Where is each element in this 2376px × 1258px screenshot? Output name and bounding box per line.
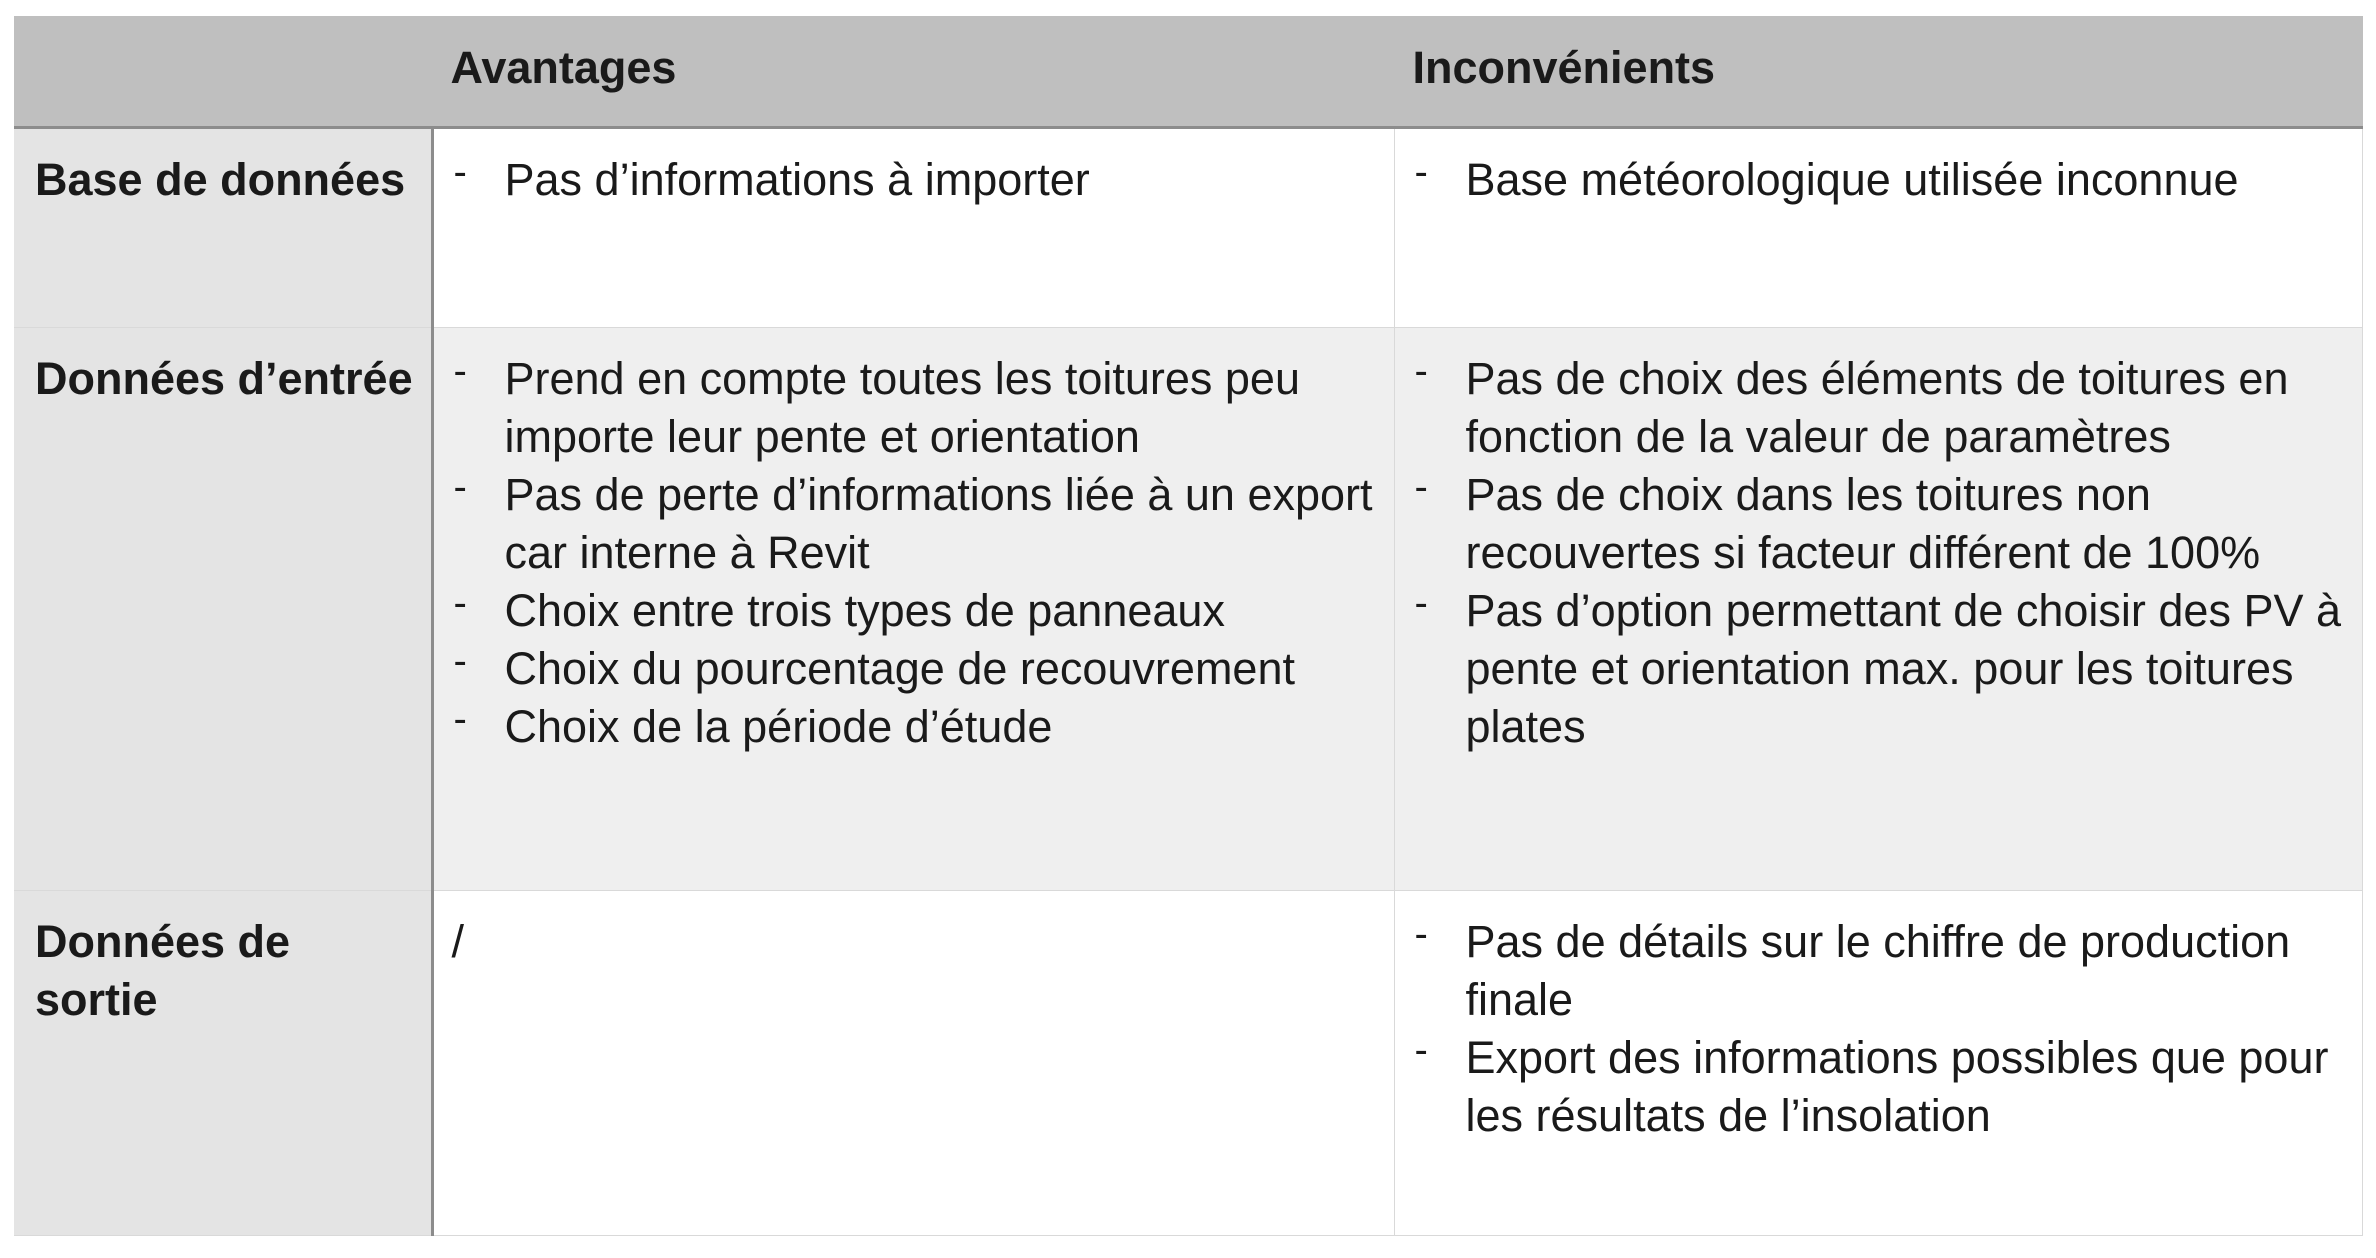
list-item: - Choix de la période d’étude xyxy=(452,698,1376,756)
header-disadvantages: Inconvénients xyxy=(1394,16,2362,128)
advantages-list xyxy=(434,129,1394,209)
empty-marker: / xyxy=(451,916,465,968)
bullet-dash: - xyxy=(453,465,467,510)
list-item: - Choix du pourcentage de recouvrement xyxy=(452,640,1376,698)
bullet-dash: - xyxy=(453,697,467,742)
bullet-dash: - xyxy=(1414,581,1428,626)
disadvantages-list xyxy=(1395,129,2362,209)
advantages-cell xyxy=(432,128,1394,328)
bullet-dash: - xyxy=(453,349,467,394)
disadvantages-cell xyxy=(1394,128,2362,328)
advantages-cell xyxy=(432,891,1394,1236)
row-label-cell xyxy=(14,328,432,891)
row-label: Données de sortie xyxy=(35,916,291,1026)
header-advantages: Avantages xyxy=(432,16,1394,128)
list-item: - Prend en compte toutes les toitures peu importe leur pente et orientation xyxy=(452,350,1376,466)
list-item: - Pas de choix des éléments de toitures en fonction de la valeur de paramètres xyxy=(1413,350,2344,466)
row-label: Données d’entrée xyxy=(35,353,413,405)
table-row xyxy=(14,891,2362,1236)
bullet-dash: - xyxy=(1414,912,1428,957)
bullet-dash: - xyxy=(1414,349,1428,394)
bullet-dash: - xyxy=(453,639,467,684)
header-corner-cell xyxy=(14,16,432,128)
table-row xyxy=(14,128,2362,328)
list-item: - Base météorologique utilisée inconnue xyxy=(1413,151,2344,209)
disadvantages-list xyxy=(1395,891,2362,1145)
disadvantages-list xyxy=(1395,328,2362,756)
advantages-list xyxy=(434,328,1394,756)
row-label-cell xyxy=(14,891,432,1236)
row-label: Base de données xyxy=(35,154,406,205)
disadvantages-cell xyxy=(1394,328,2362,891)
list-item: - Pas d’informations à importer xyxy=(452,151,1376,209)
disadvantages-cell xyxy=(1394,891,2362,1236)
advantages-cell xyxy=(432,328,1394,891)
bullet-dash: - xyxy=(1414,1028,1428,1073)
table-header-row xyxy=(14,16,2362,128)
list-item: - Export des informations possibles que pour les résultats de l’insolation xyxy=(1413,1029,2344,1145)
bullet-dash: - xyxy=(453,150,467,194)
list-item: - Pas de perte d’informations liée à un export car interne à Revit xyxy=(452,466,1376,582)
bullet-dash: - xyxy=(1414,465,1428,510)
comparison-table xyxy=(14,16,2363,1236)
table-row xyxy=(14,328,2362,891)
bullet-dash: - xyxy=(1414,150,1428,194)
row-label-cell xyxy=(14,128,432,328)
list-item: - Pas de choix dans les toitures non recouvertes si facteur différent de 100% xyxy=(1413,466,2344,582)
list-item: - Pas d’option permettant de choisir des PV à pente et orientation max. pour les toitures plates xyxy=(1413,582,2344,756)
list-item: - Pas de détails sur le chiffre de production finale xyxy=(1413,913,2344,1029)
list-item: - Choix entre trois types de panneaux xyxy=(452,582,1376,640)
bullet-dash: - xyxy=(453,581,467,626)
